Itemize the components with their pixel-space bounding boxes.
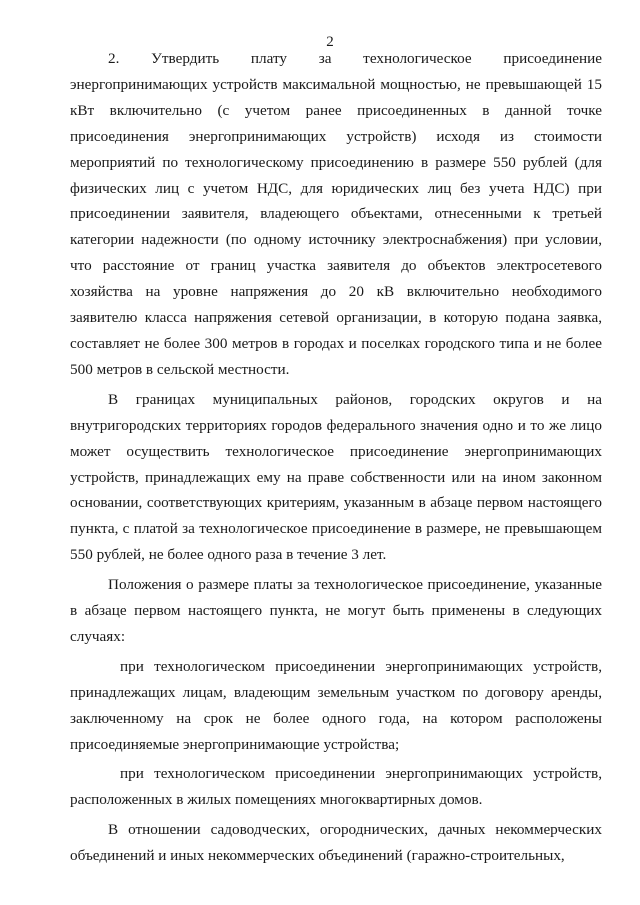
paragraph-exception-apartments: при технологическом присоединении энергопринимающих устройств, расположенных в жилых помещениях многоквартирных домов. [70, 765, 602, 809]
paragraph-one-time-limit: В границах муниципальных районов, городских округов и на внутригородских территориях городов федерального значения одно и то же лицо может осуществить технологическое присоединение энергопринимающих устройств, принадлежащих ему на праве собственности или на ином законном основании, соответствующих критериям, указанным в абзаце первом настоящего пункта, с платой за технологическое присоединение в размере, не превышающем 550 рублей, не более одного раза в течение 3 лет. [70, 390, 602, 564]
paragraph-nonprofit-associations: В отношении садоводческих, огороднических, дачных некоммерческих объединений и иных некоммерческих объединений (гаражно-строительных, [70, 821, 602, 865]
paragraph-exception-lease: при технологическом присоединении энергопринимающих устройств, принадлежащих лицам, владеющим земельным участком по договору аренды, заключенному на срок не более одного года, на котором расположены присоединяемые энергопринимающие устройства; [70, 657, 602, 753]
paragraph-exceptions-intro: Положения о размере платы за технологическое присоединение, указанные в абзаце первом настоящего пункта, не могут быть применены в следующих случаях: [70, 576, 602, 645]
document-body [70, 46, 602, 869]
page-number: 2 [326, 34, 334, 50]
paragraph-fee-approval: 2. Утвердить плату за технологическое присоединение энергопринимающих устройств максимальной мощностью, не превышающей 15 кВт включительно (с учетом ранее присоединенных в данной точке присоединения энергопринимающих устройств) исходя из стоимости мероприятий по технологическому присоединению в размере 550 рублей (для физических лиц с учетом НДС, для юридических лиц без учета НДС) при присоединении заявителя, владеющего объектами, отнесенными к третьей категории надежности (по одному источнику электроснабжения) при условии, что расстояние от границ участка заявителя до объектов электросетевого хозяйства на уровне напряжения до 20 кВ включительно необходимого заявителю класса напряжения сетевой организации, в которую подана заявка, составляет не более 300 метров в городах и поселках городского типа и не более 500 метров в сельской местности. [70, 50, 602, 378]
